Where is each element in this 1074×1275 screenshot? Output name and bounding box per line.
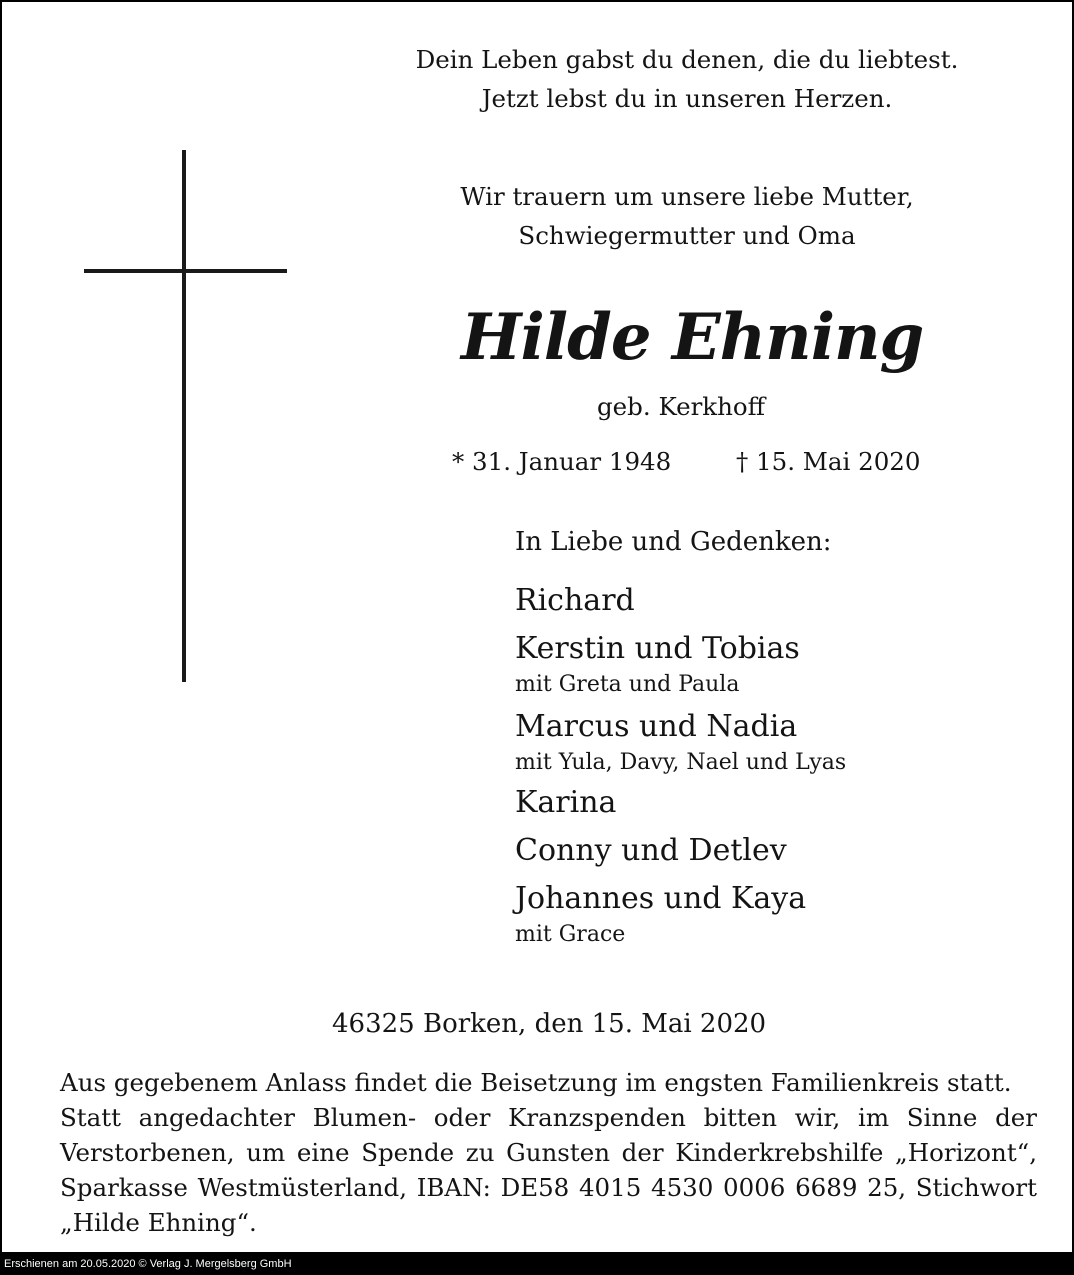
birth-date: * 31. Januar 1948 [452,447,672,476]
cross-icon-vertical [182,150,186,682]
mourning-line-1: Wir trauern um unsere liebe Mutter, [460,182,914,211]
funeral-notice [60,1065,1037,1240]
mourning-line-2: Schwiegermutter und Oma [518,221,856,250]
motto-line-1: Dein Leben gabst du denen, die du liebtest. [415,45,959,74]
motto-line-2: Jetzt lebst du in unseren Herzen. [481,84,893,113]
notice-line-2: Statt angedachter Blumen- oder Kranzspenden bitten wir, im Sinne der Verstorbenen, um eine Spende zu Gunsten der Kinderkrebshilfe „Horizont“, Sparkasse Westmüsterland, IBAN: DE58 4015 4530 0006 6689 25, Stichwort „Hilde Ehning“. [60,1103,1037,1237]
family-member-children: mit Grace [515,922,626,947]
deceased-name: Hilde Ehning [461,300,924,375]
notice-line-1: Aus gegebenem Anlass findet die Beisetzung im engsten Familienkreis statt. [60,1068,1012,1097]
family-member-children: mit Greta und Paula [515,672,740,697]
family-member-children: mit Yula, Davy, Nael und Lyas [515,750,847,775]
publication-footer: Erschienen am 20.05.2020 © Verlag J. Mergelsberg GmbH [4,1258,292,1270]
family-list [515,582,846,951]
death-date: † 15. Mai 2020 [736,447,921,476]
family-member: Karina [515,785,617,820]
mourning-text [332,177,1042,255]
family-member: Richard [515,583,635,618]
obituary-page [2,2,1072,1252]
motto [332,40,1042,118]
footer-bar [0,1256,1074,1275]
family-member: Kerstin und Tobias [515,631,800,666]
born-name: geb. Kerkhoff [597,392,766,421]
family-member: Conny und Detlev [515,833,787,868]
family-member: Marcus und Nadia [515,709,798,744]
place-date: 46325 Borken, den 15. Mai 2020 [332,1009,767,1039]
cross-icon-horizontal [84,269,287,273]
family-member: Johannes und Kaya [515,881,807,916]
family-intro: In Liebe und Gedenken: [515,527,832,557]
